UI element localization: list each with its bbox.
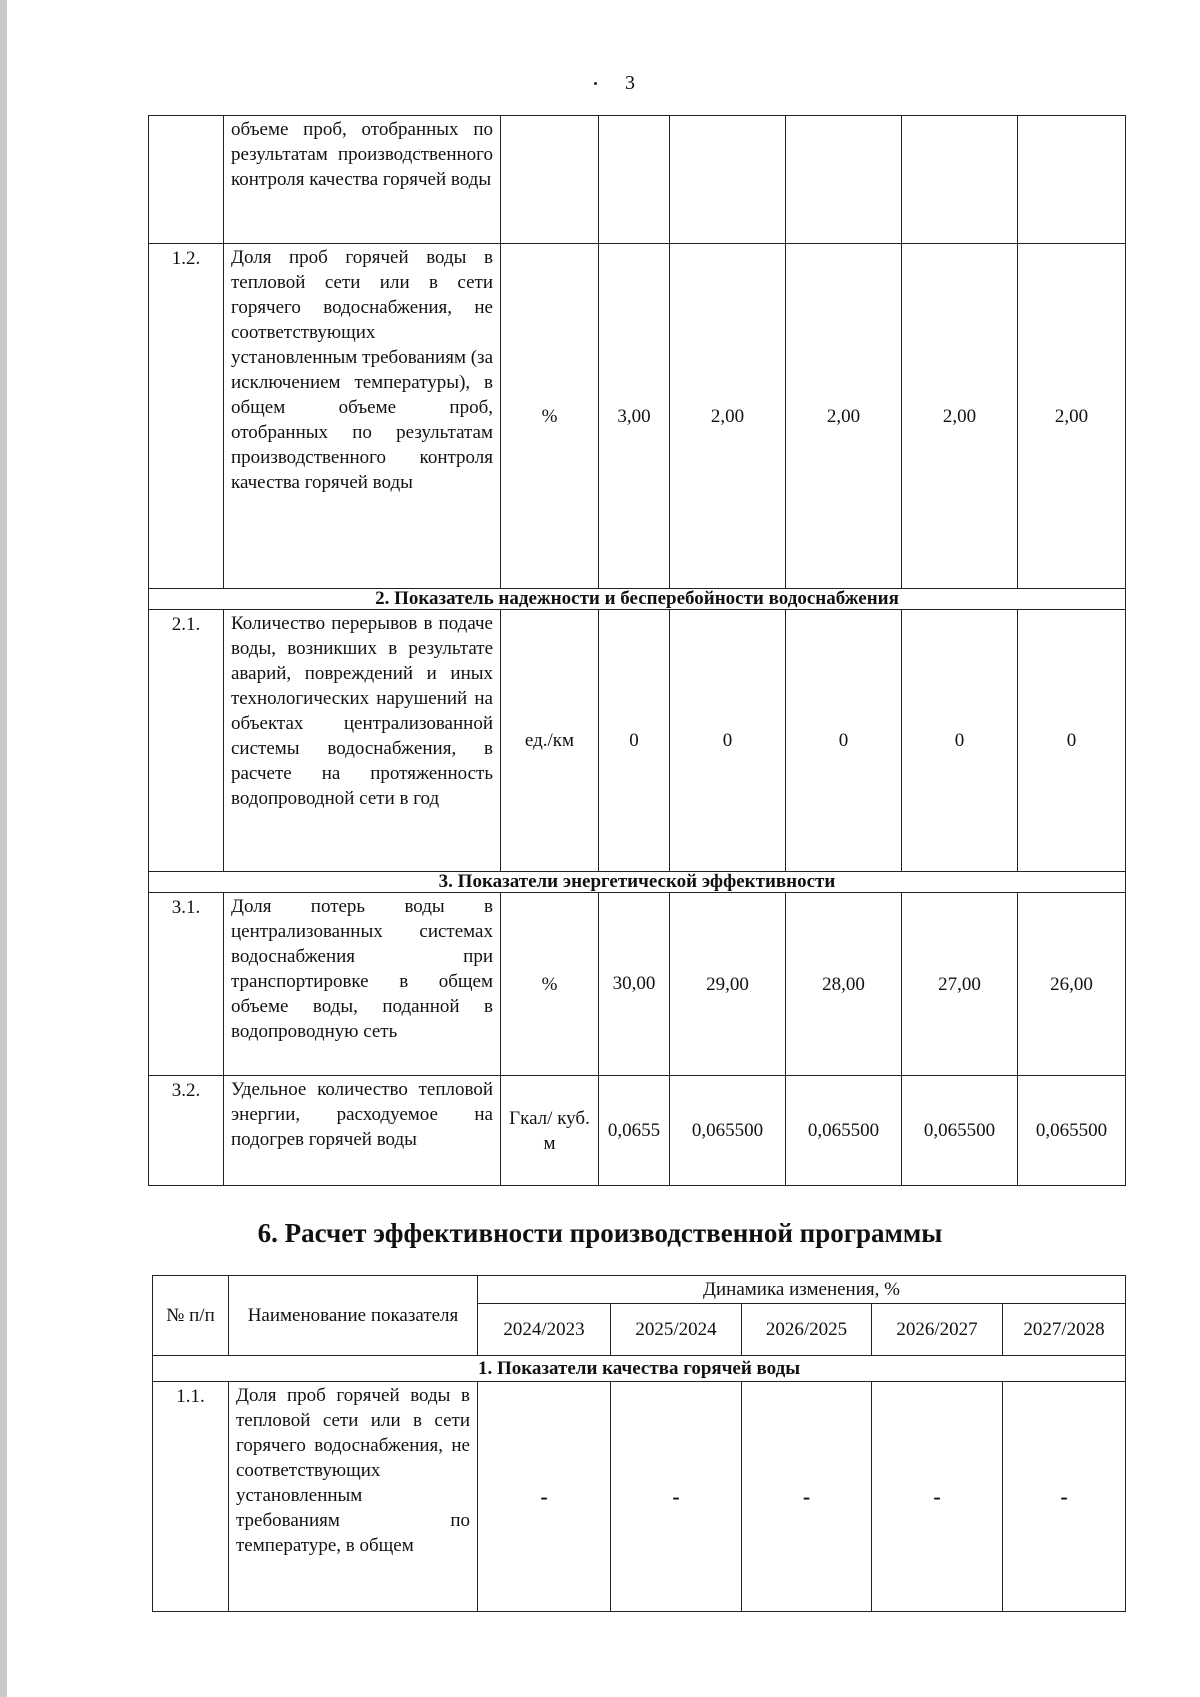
- indicator-description: Доля проб горячей воды в тепловой сети или в сети горячего водоснабжения, не соответствующих установленным требованиям по температуре, в общем: [229, 1382, 478, 1612]
- section-heading: 6. Расчет эффективности производственной программы: [257, 1218, 943, 1248]
- indicator-description: Удельное количество тепловой энергии, расходуемое на подогрев горячей воды: [224, 1076, 501, 1186]
- table-row: [153, 1382, 1126, 1612]
- value-cell: 0,065500: [1018, 1076, 1126, 1186]
- name-header: Наименование показателя: [229, 1276, 478, 1356]
- section-title: 3. Показатели энергетической эффективности: [149, 872, 1126, 893]
- value-cell: 0,065500: [670, 1076, 786, 1186]
- table-row: [149, 244, 1126, 589]
- period-header: 2027/2028: [1003, 1304, 1126, 1356]
- header-row: [153, 1276, 1126, 1304]
- table-row: [149, 893, 1126, 1076]
- number-header: № п/п: [153, 1276, 229, 1356]
- row-number: 3.1.: [149, 893, 224, 1076]
- value-cell: 26,00: [1018, 893, 1126, 1076]
- section-row: [153, 1356, 1126, 1382]
- unit-cell: %: [501, 893, 599, 1076]
- period-header: 2024/2023: [478, 1304, 611, 1356]
- value-cell: -: [742, 1382, 872, 1612]
- indicator-description: Количество перерывов в подаче воды, возникших в результате аварий, повреждений и иных технологических нарушений на объектах централизованной системы водоснабжения, в расчете на протяженность водопроводной сети в год: [224, 610, 501, 872]
- scan-speck: [594, 82, 597, 85]
- value-cell: 0: [670, 610, 786, 872]
- value-cell: 2,00: [786, 244, 902, 589]
- value-cell: 0: [599, 610, 670, 872]
- section-row: [149, 872, 1126, 893]
- value-cell: -: [1003, 1382, 1126, 1612]
- indicator-description: Доля потерь воды в централизованных системах водоснабжения при транспортировке в общем объеме воды, поданной в водопроводную сеть: [224, 893, 501, 1076]
- row-number: 1.2.: [149, 244, 224, 589]
- value-cell: 28,00: [786, 893, 902, 1076]
- value-cell: 2,00: [670, 244, 786, 589]
- indicators-table: [148, 115, 1126, 1186]
- indicator-description: объеме проб, отобранных по результатам производственного контроля качества горячей воды: [224, 116, 501, 244]
- unit-cell: ед./км: [501, 610, 599, 872]
- row-number: 2.1.: [149, 610, 224, 872]
- period-header: 2025/2024: [611, 1304, 742, 1356]
- value-cell: 0,0655: [599, 1076, 670, 1186]
- table-row: [149, 610, 1126, 872]
- unit-cell: %: [501, 244, 599, 589]
- value-cell: 0: [902, 610, 1018, 872]
- value-cell: 29,00: [670, 893, 786, 1076]
- section-title: 1. Показатели качества горячей воды: [153, 1356, 1126, 1382]
- value-cell: 0,065500: [902, 1076, 1018, 1186]
- dynamics-header: Динамика изменения, %: [478, 1276, 1126, 1304]
- scan-edge: [0, 0, 7, 1697]
- value-cell: -: [872, 1382, 1003, 1612]
- value-cell: 27,00: [902, 893, 1018, 1076]
- value-cell: 0: [786, 610, 902, 872]
- page-number: 3: [625, 72, 635, 94]
- row-number: 1.1.: [153, 1382, 229, 1612]
- efficiency-table: [152, 1275, 1126, 1612]
- value-cell: 2,00: [902, 244, 1018, 589]
- table-row: [149, 1076, 1126, 1186]
- section-row: [149, 589, 1126, 610]
- value-cell: 30,00: [599, 893, 670, 1076]
- value-cell: -: [478, 1382, 611, 1612]
- period-header: 2026/2027: [872, 1304, 1003, 1356]
- value-cell: 0,065500: [786, 1076, 902, 1186]
- value-cell: 2,00: [1018, 244, 1126, 589]
- value-cell: 0: [1018, 610, 1126, 872]
- value-cell: -: [611, 1382, 742, 1612]
- period-header: 2026/2025: [742, 1304, 872, 1356]
- row-number: 3.2.: [149, 1076, 224, 1186]
- unit-cell: Гкал/ куб. м: [501, 1076, 599, 1186]
- section-title: 2. Показатель надежности и бесперебойности водоснабжения: [149, 589, 1126, 610]
- row-number: [149, 116, 224, 244]
- indicator-description: Доля проб горячей воды в тепловой сети или в сети горячего водоснабжения, не соответствующих установленным требованиям (за исключением температуры), в общем объеме проб, отобранных по результатам производственного контроля качества горячей воды: [224, 244, 501, 589]
- value-cell: 3,00: [599, 244, 670, 589]
- table-row: [149, 116, 1126, 244]
